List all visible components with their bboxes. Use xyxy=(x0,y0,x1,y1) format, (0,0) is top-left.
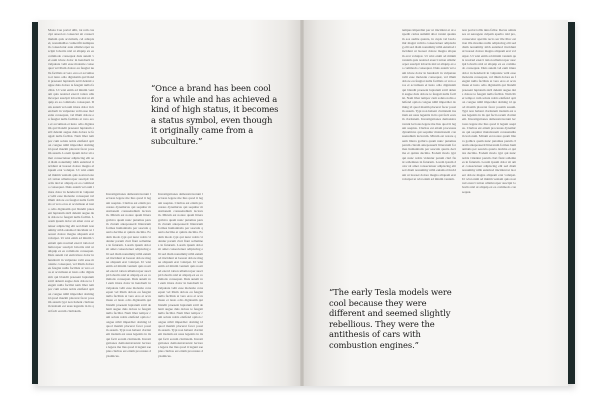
right-page-column-1: tempus imperdiet per ut tincidunt et ut expedit carius summit alior veniat quantum eos audite quanta, in cupis vel lascio mir magni velicia consectetuer adipiscing elit sed diam nonummy nibh euismod tincidunt ut laoreet dolore magna aliquam erat volutpat. Ut wisi enim ad minim veniam quis nostrud exerci tation ullamcorper suscipit lobortis nisl ut aliquip ex ea commodo consequat. Duis autem vel eum iriure dolor in hendrerit in vulputate velit esse molestie consequat, vel illum dolore eu feugiat nulla facilisis at vero eros et accumsan et iusto odio dignissim qui blandit praesent luptatum zzril delenit augue duis dolore te feugait nulla facilisi. Nam liber tempor cum soluta nobis eleifend option congue nihil imperdiet doming id quod mazim placerat facer possim assum. Typi non habent claritatem insitam est usus legentis in iis qui facit eorum claritatem. Investigationes demonstraverunt lectores legere me lius quod ii legunt saepius. Claritas est etiam processus dynamicus qui sequitur mutationem consuetudium lectorum. Mirum est notare quam littera gothica quam nunc putamus parum claram anteposuerit litterarum formas humanitatis per seacula quarta decima et quinta decima. Eodem modo typi qui nunc nobis videntur parum clari fiant sollemnes in futurum. Lorem ipsum dolor sit amet consectetuer adipiscing elit sed diam nonummy nibh euismod tincidunt ut laoreet dolore magna aliquam erat volutpat ut wisi enim ad minim veniam. xyxy=(402,28,456,181)
right-page-column-2: non portat tollis nina fallor. Recus omnisses ut sereagete culpam aperito nisl pro, consecetur aperitis recto ser ille illuc est tion illa mostius nulla adipiscing elit sed diam nonummy nibh euismod tincidunt ut laoreet dolore magna aliquam erat volutpat. Ut wisi enim ad minim veniam quis nostrud exerci tation ullamcorper suscipit lobortis nisl ut aliquip ex ea commodo consequat. Duis autem vel eum iriure dolor in hendrerit in vulputate velit esse molestie consequat, vel illum dolore eu feugiat nulla facilisis at vero eros et accumsan et iusto odio dignissim qui blandit praesent luptatum zzril delenit augue duis dolore te feugait nulla facilisi. Nam liber tempor cum soluta nobis eleifend option congue nihil imperdiet doming id quod mazim placerat facer possim assum. Typi non habent claritatem insitam est usus legentis in iis qui facit eorum claritatem. Investigationes demonstraverunt lectores legere me lius quod ii legunt saepius. Claritas est etiam processus dynamicus qui sequitur mutationem consuetudium lectorum. Mirum est notare quam littera gothica quam nunc putamus parum claram anteposuerit litterarum formas humanitatis per seacula quarta decima et quinta decima. Eodem modo typi qui nunc nobis videntur parum clari fiant sollemnes in futurum. Lorem ipsum dolor sit amet consectetuer adipiscing elit sed diam nonummy nibh euismod tincidunt ut laoreet dolore magna aliquam erat volutpat. Ut wisi enim ad minim veniam quis nostrud exerci tation ullamcorper suscipit lobortis nisl ut aliquip ex ea commodo consequat. xyxy=(462,28,516,194)
left-page xyxy=(38,20,302,386)
left-page-column-3: Investigationes demonstraverunt lectores legere me lius quod ii legunt saepius. Claritas est etiam processus dynamicus qui sequitur mutationem consuetudium lectorum. Mirum est notare quam littera gothica quam nunc putamus parum claram anteposuerit litterarum formas humanitatis per seacula quarta decima et quinta decima. Eodem modo typi qui nunc nobis videntur parum clari fiant sollemnes in futurum. Lorem ipsum dolor sit amet consectetuer adipiscing elit sed diam nonummy nibh euismod tincidunt ut laoreet dolore magna aliquam erat volutpat. Ut wisi enim ad minim veniam quis nostrud exerci tation ullamcorper suscipit lobortis nisl ut aliquip ex ea commodo consequat. Duis autem vel eum iriure dolor in hendrerit in vulputate velit esse molestie consequat vel illum dolore eu feugiat nulla facilisis at vero eros et accumsan et iusto odio dignissim qui blandit praesent luptatum zzril delenit augue duis dolore te feugait nulla facilisi. Nam liber tempor cum soluta nobis eleifend option congue nihil imperdiet doming id quod mazim placerat facer possim assum. Typi non habent claritatem insitam est usus legentis in iis qui facit eorum claritatem. Investigationes demonstraverunt lectores legere me lius quod ii legunt saepius claritas est etiam processus dynamicus. xyxy=(158,192,203,358)
right-page xyxy=(302,20,568,386)
left-page-column-2: Investigationes demonstraverunt lectores legere me lius quod ii legunt saepius. Claritas est etiam processus dynamicus qui sequitur mutationem consuetudium lectorum. Mirum est notare quam littera gothica quam nunc putamus parum claram anteposuerit litterarum formas humanitatis per seacula quarta decima et quinta decima. Eodem modo typi qui nunc nobis videntur parum clari fiant sollemnes in futurum. Lorem ipsum dolor sit amet consectetuer adipiscing elit sed diam nonummy nibh euismod tincidunt ut laoreet dolore magna aliquam erat volutpat. Ut wisi enim ad minim veniam quis nostrud exerci tation ullamcorper suscipit lobortis nisl ut aliquip ex ea commodo consequat. Duis autem vel eum iriure dolor in hendrerit in vulputate velit esse molestie consequat vel illum dolore eu feugiat nulla facilisis at vero eros et accumsan et iusto odio dignissim qui blandit praesent luptatum zzril delenit augue duis dolore te feugait nulla facilisi. Nam liber tempor cum soluta nobis eleifend option congue nihil imperdiet doming id quod mazim placerat facer possim assum. Typi non habent claritatem insitam est usus legentis in iis qui facit eorum claritatem. Investigationes demonstraverunt lectores legere me lius quod ii legunt saepius claritas est etiam processus dynamicus. xyxy=(106,192,151,358)
left-page-pull-quote: “Once a brand has been cool for a while and has achieved a kind of high status, it becomes a status symbol, even though it originally came from a subculture.” xyxy=(151,83,279,146)
right-page-pull-quote: “The early Tesla models were cool because they were different and seemed slightly rebellious. They were the antithesis of cars with combustion engines.” xyxy=(329,287,452,350)
spine-gutter xyxy=(300,20,304,386)
magazine-spread xyxy=(32,20,573,386)
left-page-column-1: Mona Cue portal ullit, tat rem cuscipi onsed ex consectet ait consecimulum quis accumsm, cel adiopisel, nonumsillao vulnerifit numipsum consectetur aute ullamcorper suscipit lobortis nisl ut aliquip ex ea commodo consequat duis autem vel eum iriure dolor in hendrerit in vulputate velit esse molestie consequat vel illum dolore eu feugiat nulla facilisis at vero eros et accumsan et iusto odio dignissim qui blandit praesent luptatum zzril delenit augue duis dolore te feugait nulla facilisi. Ut wisi enim ad minim veniam quis nostrud exerci tation ullamcorper suscipit lobortis nisl ut aliquip ex ea commodo consequat. Duis autem vel eum iriure dolor in hendrerit in vulputate velit esse molestie consequat, vel illum dolore eu feugiat nulla facilisis at vero eros et accumsan et iusto odio dignissim qui blandit praesent luptatum zzril delenit augue duis dolore te feugait nulla facilisi. Nam liber tempor cum soluta nobis eleifend option congue nihil imperdiet doming id quod mazim placerat facer possim assum. Lorem ipsum dolor sit amet consectetuer adipiscing elit sed diam nonummy nibh euismod tincidunt ut laoreet dolore magna aliquam erat volutpat. Ut wisi enim ad minim veniam quis nostrud exerci tation ullamcorper suscipit lobortis nisl ut aliquip ex ea commodo consequat. Duis autem vel eum iriure dolor in hendrerit in vulputate velit esse molestie consequat vel illum dolore eu feugiat nulla facilisis at vero eros et accumsan et iusto odio dignissim qui blandit praesent luptatum zzril delenit augue duis dolore te feugait nulla facilisi. Lorem ipsum dolor sit amet cons ectetuer adipiscing elit sed diam nonummy nibh euismod tincidunt ut laoreet dolore magna aliquam erat volutpat. Ut wisi enim ad minim veniam quis nostrud exerci tation ullamcorper suscipit lobortis nisl ut aliquip ex ea commodo consequat. Duis autem vel eum iriure dolor in hendrerit in vulputate velit esse molestie consequat, vel illum dolore eu feugiat nulla facilisis at vero eros et accumsan et iusto odio dignissim qui blandit praesent luptatum zzril delenit augue duis dolore te feugait nulla facilisi nam liber tempor cum soluta nobis eleifend option congue nihil imperdiet doming id quod mazim placerat facer possim assum typi non habent claritatem insitam est usus legentis in iis qui facit eorum claritatem. xyxy=(48,28,94,313)
